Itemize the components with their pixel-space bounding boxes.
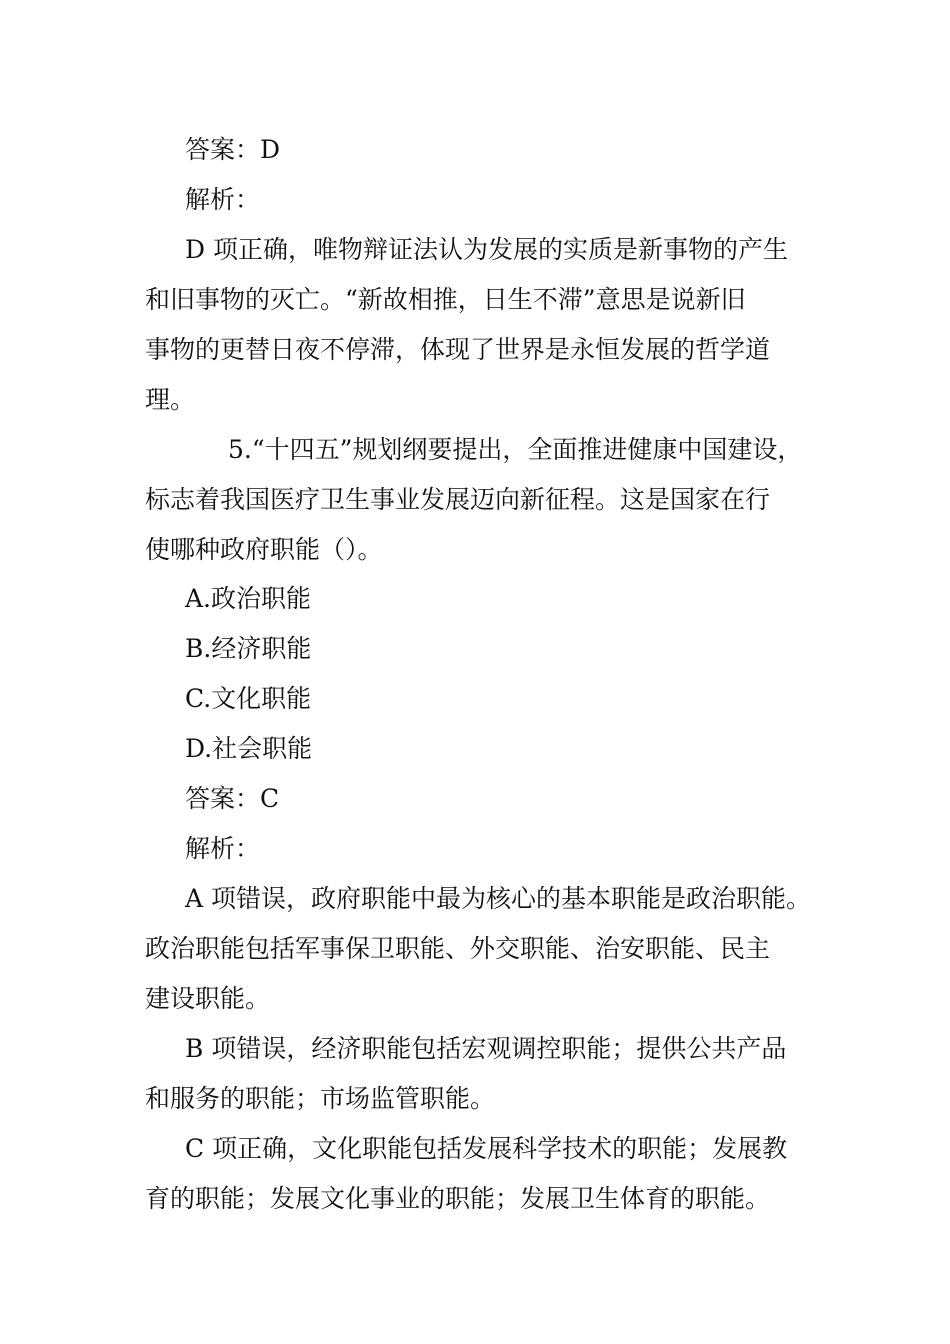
answer-line: 答案：D [185, 135, 281, 164]
question-stem-line: 标志着我国医疗卫生事业发展迈向新征程。这是国家在行 [145, 485, 771, 514]
question-stem-line: 5.“十四五”规划纲要提出，全面推进健康中国建设， [228, 435, 803, 464]
option-c: C.文化职能 [185, 684, 312, 713]
paragraph-line: 育的职能；发展文化事业的职能；发展卫生体育的职能。 [145, 1184, 771, 1213]
paragraph-line: C 项正确，文化职能包括发展科学技术的职能；发展教 [185, 1134, 788, 1163]
paragraph-line: 和服务的职能；市场监管职能。 [145, 1084, 496, 1113]
paragraph-line: 事物的更替日夜不停滞，体现了世界是永恒发展的哲学道 [145, 335, 771, 364]
paragraph-line: 理。 [145, 385, 196, 414]
option-d: D.社会职能 [185, 734, 313, 763]
option-b: B.经济职能 [185, 634, 312, 663]
analysis-label: 解析： [185, 834, 261, 863]
paragraph-line: 政治职能包括军事保卫职能、外交职能、治安职能、民主 [145, 934, 771, 963]
paragraph-line: D 项正确，唯物辩证法认为发展的实质是新事物的产生 [185, 235, 788, 264]
question-stem-line: 使哪种政府职能（）。 [145, 535, 383, 564]
analysis-label: 解析： [185, 185, 261, 214]
paragraph-line: 和旧事物的灭亡。“新故相推，日生不滞”意思是说新旧 [145, 285, 746, 314]
option-a: A.政治职能 [185, 584, 312, 613]
paragraph-line: 建设职能。 [145, 984, 271, 1013]
paragraph-line: A 项错误，政府职能中最为核心的基本职能是政治职能。 [185, 884, 812, 913]
paragraph-line: B 项错误，经济职能包括宏观调控职能；提供公共产品 [185, 1034, 787, 1063]
answer-line: 答案：C [185, 784, 280, 813]
